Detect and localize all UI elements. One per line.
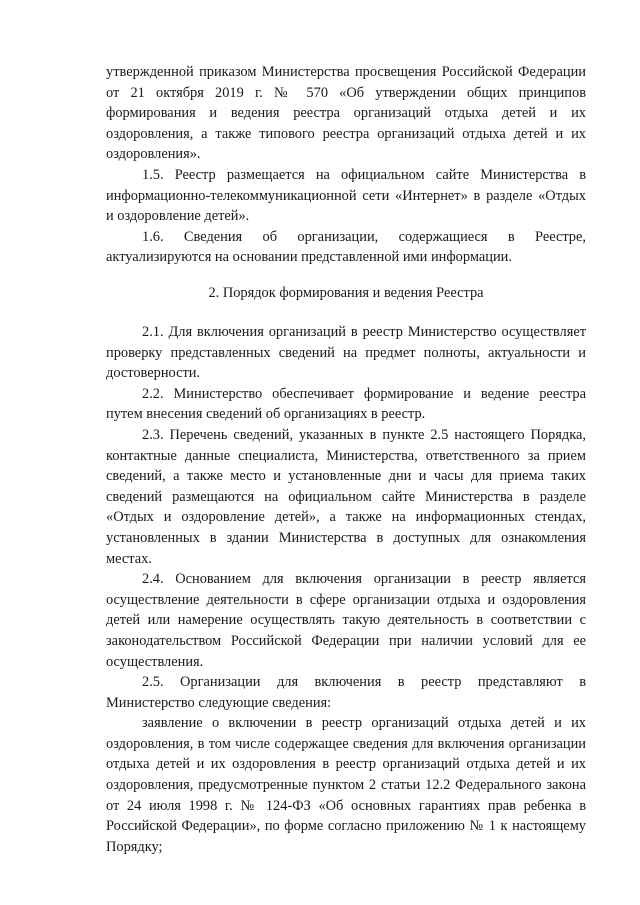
paragraph-application-item: заявление о включении в реестр организаций отдыха детей и их оздоровления, в том числе содержащее сведения для включения организации отдыха детей и их оздоровления в реестр организаций отдыха детей и их оздоровления, предусмотренные пунктом 2 статьи 12.2 Федерального закона от 24 июля 1998 г. № 124-ФЗ «Об основных гарантиях прав ребенка в Российской Федерации», по форме согласно приложению № 1 к настоящему Порядку; <box>106 715 586 855</box>
paragraph-1-6: 1.6. Сведения об организации, содержащиеся в Реестре, актуализируются на основании представленной ими информации. <box>106 228 586 266</box>
section-2-text-block <box>106 322 586 857</box>
paragraph-2-5: 2.5. Организации для включения в реестр представляют в Министерство следующие сведения: <box>106 674 586 711</box>
paragraph-order-reference: утвержденной приказом Министерства просвещения Российской Федерации от 21 октября 2019 г. № 570 «Об утверждении общих принципов формирования и ведения реестра организаций отдыха детей и их оздоровления, а также типового реестра организаций отдыха детей и их оздоровления». <box>106 64 586 163</box>
top-text-block <box>106 62 586 268</box>
section-heading: 2. Порядок формирования и ведения Реестра <box>208 285 484 301</box>
paragraph-2-3: 2.3. Перечень сведений, указанных в пункте 2.5 настоящего Порядка, контактные данные специалиста, Министерства, ответственного за прием сведений, а также место и установленные дни и часы для приема таких сведений размещаются на официальном сайте Министерства в разделе «Отдых и оздоровление детей», а также на информационных стендах, установленных в здании Министерства в доступных для ознакомления местах. <box>106 426 586 567</box>
paragraph-2-2: 2.2. Министерство обеспечивает формирование и ведение реестра путем внесения сведений об организациях в реестр. <box>106 385 586 423</box>
paragraph-1-5: 1.5. Реестр размещается на официальном сайте Министерства в информационно-телекоммуникационной сети «Интернет» в разделе «Отдых и оздоровление детей». <box>106 166 586 225</box>
paragraph-2-1: 2.1. Для включения организаций в реестр Министерство осуществляет проверку представленных сведений на предмет полноты, актуальности и достоверности. <box>106 324 586 382</box>
paragraph-2-4: 2.4. Основанием для включения организации в реестр является осуществление деятельности в сфере организации отдыха и оздоровления детей или намерение осуществлять такую деятельность в соответствии с законодательством Российской Федерации при наличии условий для ее осуществления. <box>106 571 586 670</box>
